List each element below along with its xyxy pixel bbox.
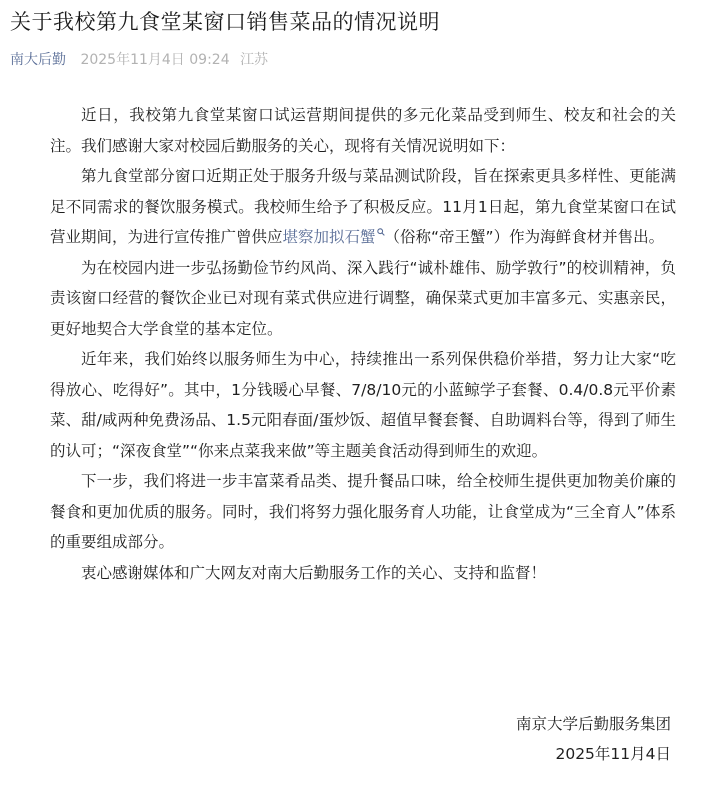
signature-date: 2025年11月4日 (555, 745, 671, 763)
paragraph-5: 下一步，我们将进一步丰富菜肴品类、提升餐品口味，给全校师生提供更加物美价廉的餐食和更加优质的服务。同时，我们将努力强化服务育人功能，让食堂成为“三全育人”体系的重要组成部分。 (50, 472, 676, 551)
signature-org: 南京大学后勤服务集团 (515, 715, 671, 733)
keyword-search-link[interactable] (283, 228, 385, 246)
account-name-link[interactable]: 南大后勤 (10, 52, 66, 68)
paragraph-2 (50, 161, 676, 253)
publish-time: 2025年11月4日 09:24 (80, 52, 230, 68)
paragraph-1: 近日，我校第九食堂某窗口试运营期间提供的多元化菜品受到师生、校友和社会的关注。我们感谢大家对校园后勤服务的关心，现将有关情况说明如下： (50, 106, 676, 155)
paragraph-3: 为在校园内进一步弘扬勤俭节约风尚、深入践行“诚朴雄伟、励学敦行”的校训精神，负责该窗口经营的餐饮企业已对现有菜式供应进行调整，确保菜式更加丰富多元、实惠亲民，更好地契合大学食堂的基本定位。 (50, 258, 676, 338)
article-body (50, 100, 676, 588)
paragraph-2-text-b: （俗称“帝王蟹”）作为海鲜食材并售出。 (384, 228, 665, 246)
paragraph-6: 衷心感谢媒体和广大网友对南大后勤服务工作的关心、支持和监督！ (81, 563, 547, 582)
publish-location: 江苏 (240, 52, 269, 68)
page-title: 关于我校第九食堂某窗口销售菜品的情况说明 (10, 10, 440, 34)
keyword-link-text[interactable]: 堪察加拟石蟹 (282, 228, 376, 246)
signature-block (516, 709, 671, 769)
paragraph-2-text-a: 第九食堂部分窗口近期正处于服务升级与菜品测试阶段，旨在探索更具多样性、更能满足不同需求的餐饮服务模式。我校师生给予了积极反应。11月1日起，第九食堂某窗口在试营业期间，为进行宣传推广曾供应 (50, 167, 676, 246)
article-meta (10, 50, 268, 70)
search-icon (377, 228, 385, 236)
paragraph-4: 近年来，我们始终以服务师生为中心，持续推出一系列保供稳价举措，努力让大家“吃得放心、吃得好”。其中，1分钱暖心早餐、7/8/10元的小蓝鲸学子套餐、0.4/0.8元平价素菜、甜/咸两种免费汤品、1.5元阳春面/蛋炒饭、超值早餐套餐、自助调料台等，得到了师生的认可；“深夜食堂”“你来点菜我来做”等主题美食活动得到师生的欢迎。 (50, 350, 676, 460)
